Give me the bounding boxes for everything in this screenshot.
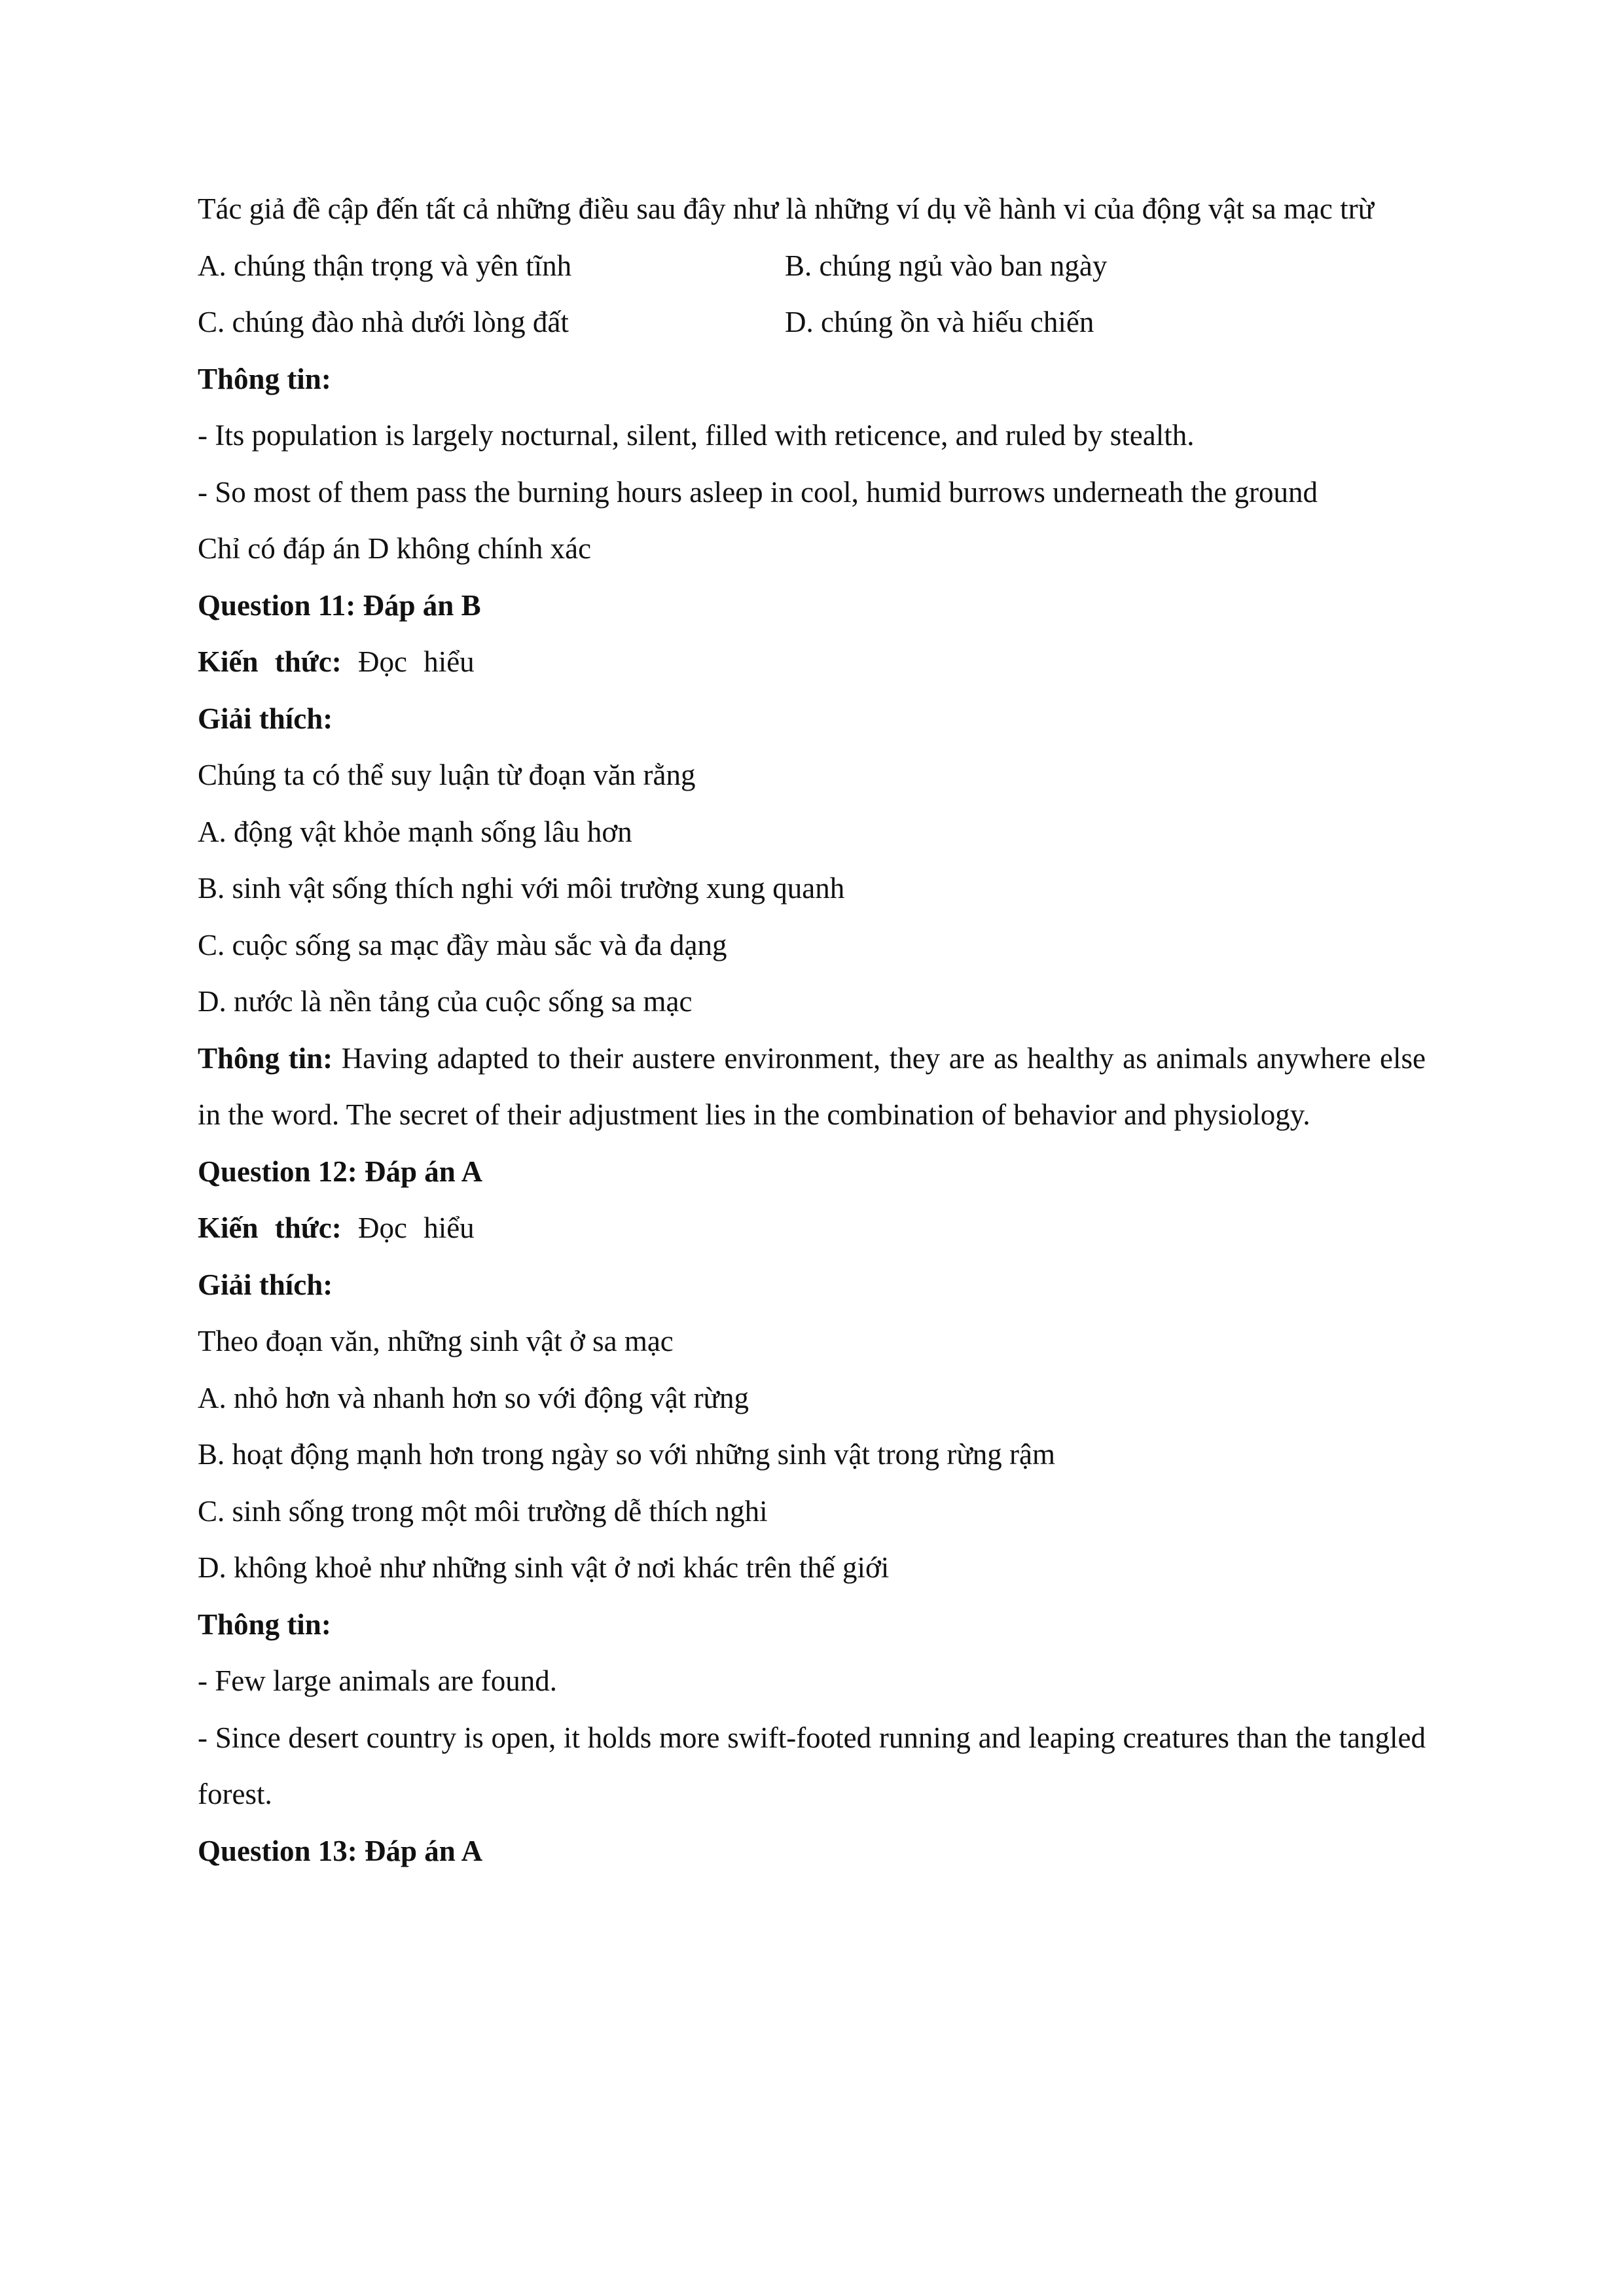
q11-info-text: Having adapted to their austere environment, they are as healthy as animals anywhere else in the word. The secret of their adjustment lies in the combination of behavior and physiology.: [198, 1041, 1426, 1131]
q12-prompt: Theo đoạn văn, những sinh vật ở sa mạc: [198, 1325, 674, 1357]
q11-knowledge-line: [198, 634, 1426, 691]
q11-option-b: B. sinh vật sống thích nghi với môi trường xung quanh: [198, 872, 845, 905]
q10-option-b: B. chúng ngủ vào ban ngày: [785, 249, 1108, 282]
q12-option-b: B. hoạt động mạnh hơn trong ngày so với những sinh vật trong rừng rậm: [198, 1438, 1055, 1471]
q12-heading: Question 12: Đáp án A: [198, 1155, 483, 1188]
q10-option-a: A. chúng thận trọng và yên tĩnh: [198, 249, 572, 282]
q11-info: [198, 1030, 1426, 1143]
q11-option-c: C. cuộc sống sa mạc đầy màu sắc và đa dạng: [198, 928, 727, 961]
document-body: [198, 181, 1426, 1879]
q12-info-label: Thông tin:: [198, 1607, 331, 1641]
q11-info-label: Thông tin:: [198, 1041, 333, 1075]
q11-knowledge-value: Đọc hiểu: [357, 645, 475, 678]
q10-info-label: Thông tin:: [198, 362, 331, 395]
q12-knowledge-value: Đọc hiểu: [357, 1211, 475, 1244]
q10-info-line-2: - So most of them pass the burning hours asleep in cool, humid burrows underneath the ground: [198, 475, 1318, 509]
q11-option-a: A. động vật khỏe mạnh sống lâu hơn: [198, 815, 632, 848]
q10-info-line-1: - Its population is largely nocturnal, silent, filled with reticence, and ruled by stealth.: [198, 419, 1195, 452]
q11-option-d: D. nước là nền tảng của cuộc sống sa mạc: [198, 985, 693, 1018]
q12-option-a: A. nhỏ hơn và nhanh hơn so với động vật rừng: [198, 1381, 749, 1414]
q10-options-row-2: [198, 294, 1426, 351]
q10-options-row-1: [198, 238, 1426, 295]
q11-knowledge-label: Kiến thức:: [198, 645, 342, 678]
q12-info-line-1: - Few large animals are found.: [198, 1664, 557, 1697]
q12-knowledge-label: Kiến thức:: [198, 1211, 342, 1244]
q12-option-d: D. không khoẻ như những sinh vật ở nơi khác trên thế giới: [198, 1551, 890, 1584]
q10-option-d: D. chúng ồn và hiếu chiến: [785, 306, 1094, 338]
q10-option-c: C. chúng đào nhà dưới lòng đất: [198, 306, 569, 338]
q12-option-c: C. sinh sống trong một môi trường dễ thích nghi: [198, 1494, 768, 1528]
q10-prompt: Tác giả đề cập đến tất cả những điều sau đây như là những ví dụ về hành vi của động vật sa mạc trừ: [198, 192, 1374, 225]
q12-info-line-2: - Since desert country is open, it holds more swift-footed running and leaping creatures than the tangled forest.: [198, 1721, 1426, 1810]
q11-heading: Question 11: Đáp án B: [198, 588, 481, 622]
q12-knowledge-line: [198, 1200, 1426, 1257]
q12-explain-label: Giải thích:: [198, 1268, 333, 1301]
q10-conclusion: Chỉ có đáp án D không chính xác: [198, 532, 592, 565]
q11-prompt: Chúng ta có thể suy luận từ đoạn văn rằng: [198, 759, 696, 791]
q13-heading: Question 13: Đáp án A: [198, 1834, 483, 1867]
q11-explain-label: Giải thích:: [198, 702, 333, 735]
